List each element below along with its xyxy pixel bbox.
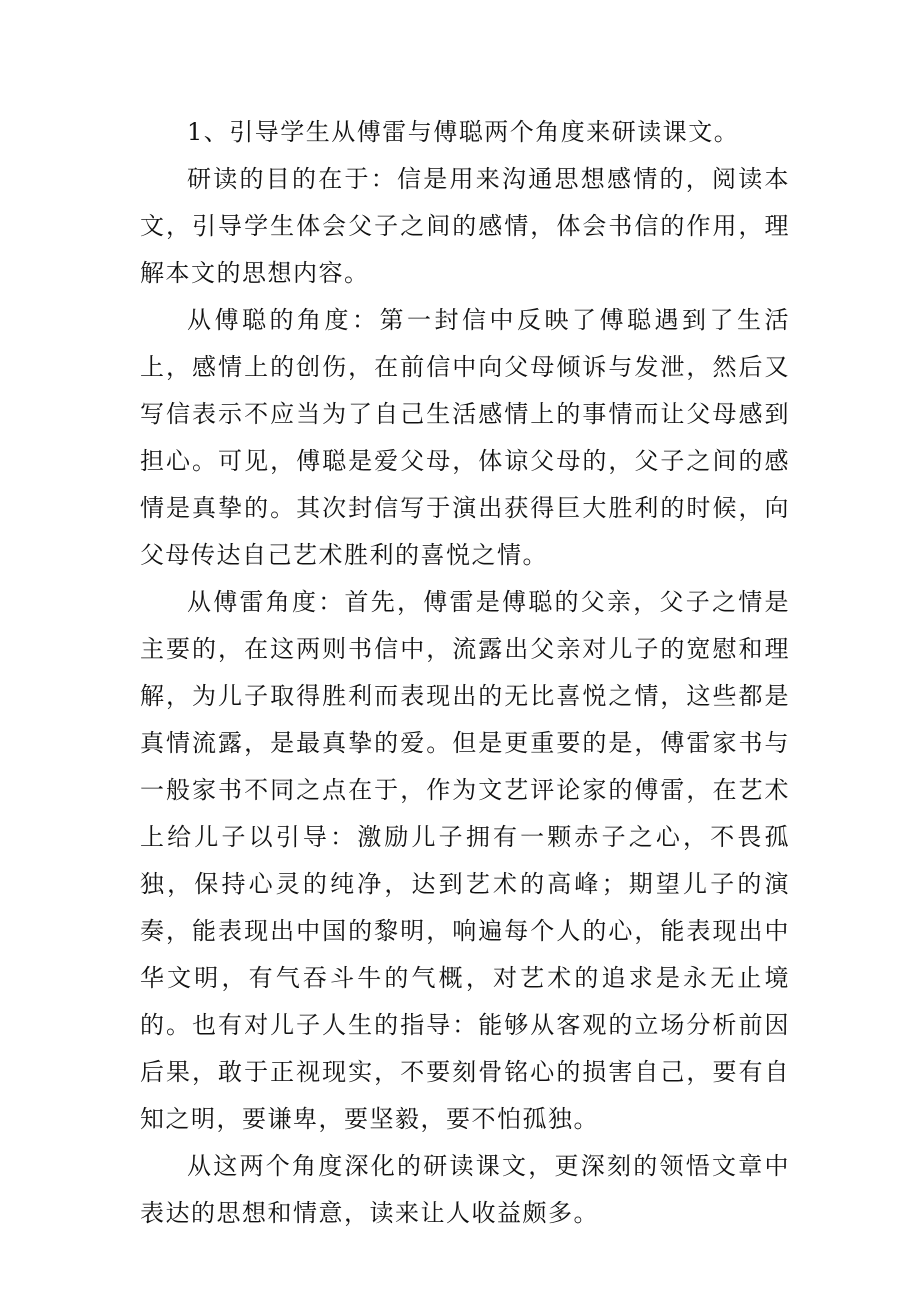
paragraph-conclusion: 从这两个角度深化的研读课文，更深刻的领悟文章中表达的思想和情意，读来让人收益颇多。 [140,1152,790,1227]
paragraph-purpose: 研读的目的在于：信是用来沟通思想感情的，阅读本文，引导学生体会父子之间的感情，体会书信的作用，理解本文的思想内容。 [140,165,790,287]
document-body [140,109,790,1237]
paragraph-fulei-perspective: 从傅雷角度：首先，傅雷是傅聪的父亲，父子之情是主要的，在这两则书信中，流露出父亲对儿子的宽慰和理解，为儿子取得胜利而表现出的无比喜悦之情，这些都是真情流露，是最真挚的爱。但是更重要的是，傅雷家书与一般家书不同之点在于，作为文艺评论家的傅雷，在艺术上给儿子以引导：激励儿子拥有一颗赤子之心，不畏孤独，保持心灵的纯净，达到艺术的高峰；期望儿子的演奏，能表现出中国的黎明，响遍每个人的心，能表现出中华文明，有气吞斗牛的气概，对艺术的追求是永无止境的。也有对儿子人生的指导：能够从客观的立场分析前因后果，敢于正视现实，不要刻骨铭心的损害自己，要有自知之明，要谦卑，要坚毅，要不怕孤独。 [140,588,790,1133]
paragraph-fucong-perspective: 从傅聪的角度：第一封信中反映了傅聪遇到了生活上，感情上的创伤，在前信中向父母倾诉与发泄，然后又写信表示不应当为了自己生活感情上的事情而让父母感到担心。可见，傅聪是爱父母，体谅父母的，父子之间的感情是真挚的。其次封信写于演出获得巨大胜利的时候，向父母传达自己艺术胜利的喜悦之情。 [140,306,790,569]
paragraph-heading: 1、引导学生从傅雷与傅聪两个角度来研读课文。 [187,118,740,146]
